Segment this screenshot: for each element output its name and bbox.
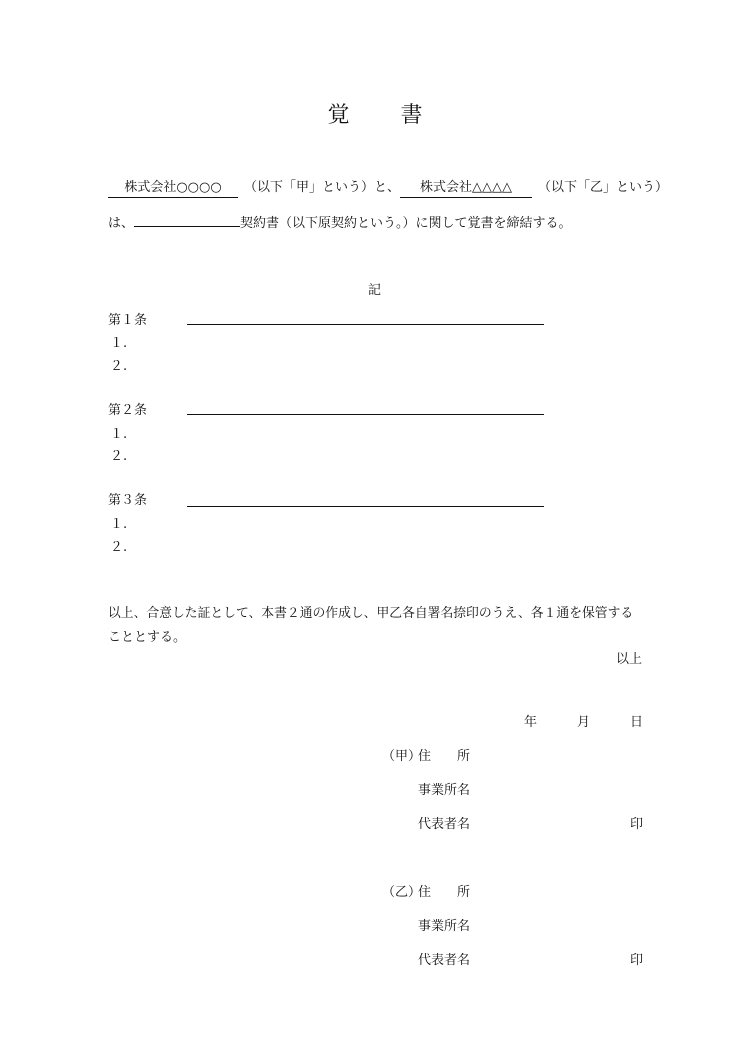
article-heading: 第１条	[108, 313, 148, 328]
article-item: １.	[110, 427, 128, 442]
document-title: 覚 書	[327, 103, 445, 128]
party-b-office-label: 事業所名	[418, 919, 471, 934]
intro-line-1	[108, 176, 668, 198]
party-a-address-label: 住 所	[418, 749, 471, 764]
party-b-label: （乙）	[382, 885, 422, 900]
party-a-office-label: 事業所名	[418, 783, 471, 798]
contract-name-blank[interactable]	[134, 212, 240, 227]
party-a-suffix: （以下「甲」という）と、	[244, 180, 401, 195]
intro-line-2-prefix: は、	[108, 216, 135, 231]
date-month-label: 月	[577, 715, 591, 730]
party-b-suffix: （以下「乙」という）	[538, 180, 669, 195]
party-a-label: （甲）	[382, 749, 422, 764]
ki-heading: 記	[368, 283, 382, 298]
intro-line-2-rest: 契約書（以下原契約という。）に関して覚書を締結する。	[240, 216, 572, 231]
party-b-name: 株式会社△△△△	[400, 179, 532, 198]
article-item: １.	[110, 517, 128, 532]
article-item: １.	[110, 336, 128, 351]
party-b-seal-label: 印	[630, 953, 644, 968]
party-a-rep-label: 代表者名	[418, 817, 471, 832]
date-year-label: 年	[524, 715, 538, 730]
article-item: ２.	[110, 449, 128, 464]
article-heading: 第２条	[108, 403, 148, 418]
party-a-seal-label: 印	[630, 817, 644, 832]
article-line[interactable]	[187, 324, 544, 325]
article-item: ２.	[110, 359, 128, 374]
article-heading: 第３条	[108, 493, 148, 508]
party-b-rep-label: 代表者名	[418, 953, 471, 968]
party-b-address-label: 住 所	[418, 885, 471, 900]
closing-line-2: こととする。	[108, 630, 187, 645]
date-day-label: 日	[630, 715, 644, 730]
intro-line-2	[108, 212, 572, 231]
party-a-name: 株式会社○○○○	[108, 179, 238, 198]
article-line[interactable]	[187, 506, 544, 507]
ijou-label: 以上	[616, 652, 643, 667]
closing-line-1: 以上、合意した証として、本書２通の作成し、甲乙各自署名捺印のうえ、各１通を保管する	[108, 606, 634, 621]
article-line[interactable]	[187, 414, 544, 415]
article-item: ２.	[110, 540, 128, 555]
